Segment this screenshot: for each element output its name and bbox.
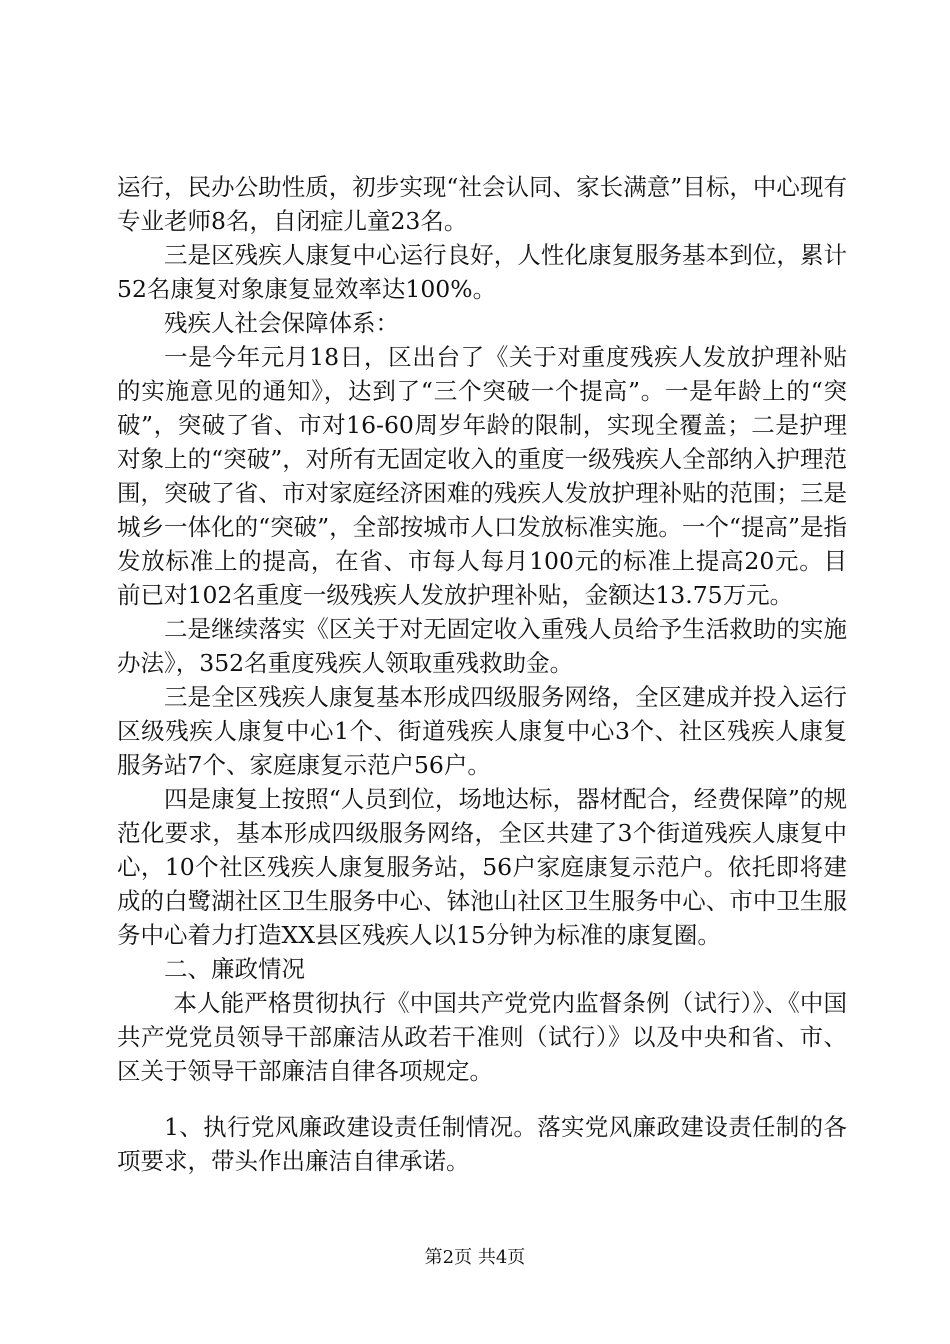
- paragraph-service-network: 三是全区残疾人康复基本形成四级服务网络，全区建成并投入运行区级残疾人康复中心1个、街道残疾人康复中心3个、社区残疾人康复服务站7个、家庭康复示范户56户。: [117, 683, 847, 779]
- page-number-footer: 第2页 共4页: [424, 1247, 526, 1268]
- paragraph-rehab-standardization: 四是康复上按照“人员到位，场地达标，器材配合，经费保障”的规范化要求，基本形成四级服务网络，全区共建了3个街道残疾人康复中心，10个社区残疾人康复服务站，56户家庭康复示范户。依托即将建成的白鹭湖社区卫生服务中心、钵池山社区卫生服务中心、市中卫生服务中心着力打造XX县区残疾人以15分钟为标准的康复圈。: [117, 785, 847, 949]
- paragraph-integrity-heading: 二、廉政情况: [164, 955, 305, 983]
- paragraph-integrity-statement: 本人能严格贯彻执行《中国共产党党内监督条例（试行）》、《中国共产党党员领导干部廉洁从政若干准则（试行）》以及中央和省、市、区关于领导干部廉洁自律各项规定。: [117, 989, 847, 1085]
- paragraph-responsibility: 1、执行党风廉政建设责任制情况。落实党风廉政建设责任制的各项要求，带头作出廉洁自律承诺。: [117, 1113, 847, 1175]
- document-body: [117, 170, 847, 1178]
- paragraph-relief-fund: 二是继续落实《区关于对无固定收入重残人员给予生活救助的实施办法》，352名重度残疾人领取重残救助金。: [117, 615, 847, 677]
- paragraph-section-heading: 残疾人社会保障体系：: [164, 309, 399, 337]
- paragraph-rehab-center: 三是区残疾人康复中心运行良好，人性化康复服务基本到位，累计52名康复对象康复显效率达100%。: [117, 241, 847, 303]
- paragraph-care-subsidy: 一是今年元月18日，区出台了《关于对重度残疾人发放护理补贴的实施意见的通知》，达到了“三个突破一个提高”。一是年龄上的“突破”，突破了省、市对16-60周岁年龄的限制，实现全覆盖；二是护理对象上的“突破”，对所有无固定收入的重度一级残疾人全部纳入护理范围，突破了省、市对家庭经济困难的残疾人发放护理补贴的范围；三是城乡一体化的“突破”，全部按城市人口发放标准实施。一个“提高”是指发放标准上的提高，在省、市每人每月100元的标准上提高20元。目前已对102名重度一级残疾人发放护理补贴，金额达13.75万元。: [117, 343, 847, 609]
- paragraph-continuation: 运行，民办公助性质，初步实现“社会认同、家长满意”目标，中心现有专业老师8名，自闭症儿童23名。: [117, 173, 847, 235]
